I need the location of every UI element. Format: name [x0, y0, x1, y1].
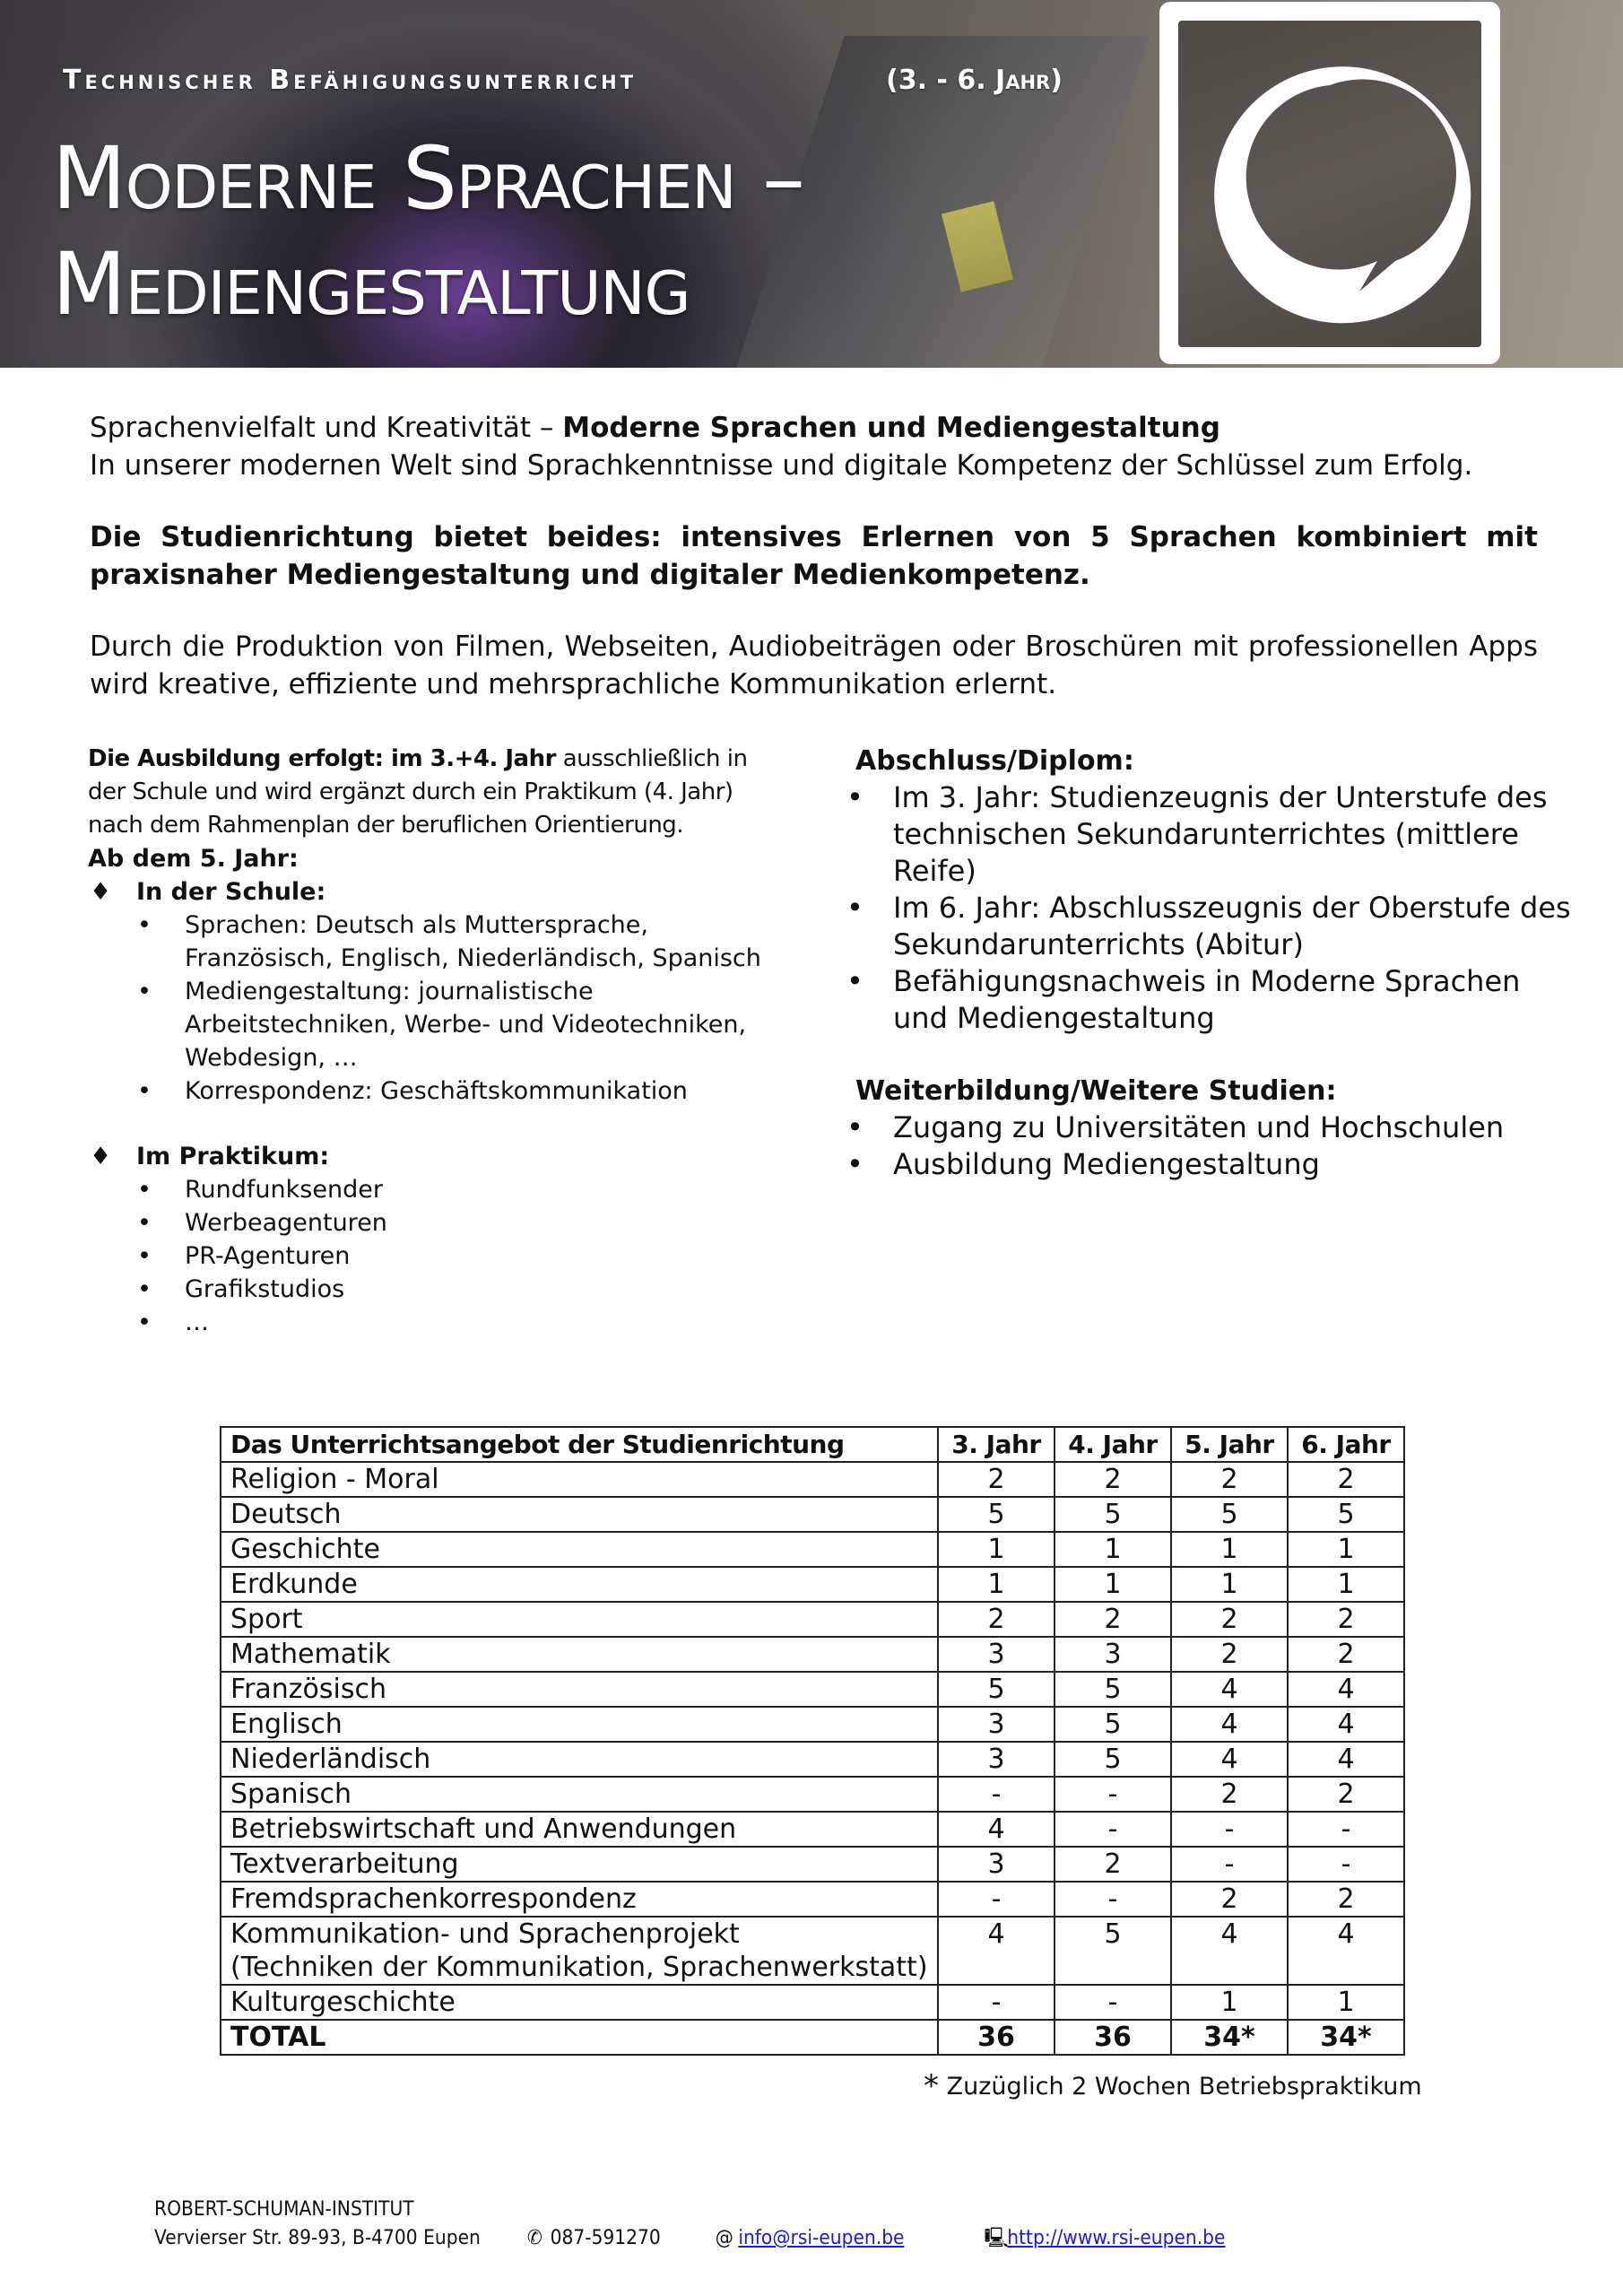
hours-cell: 5 [1055, 1497, 1171, 1532]
hours-cell: 1 [938, 1532, 1055, 1567]
subject-cell [221, 1777, 938, 1812]
internship-item: Werbeagenturen [185, 1209, 387, 1237]
hours-cell: - [938, 1985, 1055, 2020]
column-header-year-4: 4. Jahr [1055, 1427, 1171, 1462]
bullet-icon: • [846, 1147, 864, 1181]
subtitle-years: (3. - 6. Jahr) [886, 65, 1063, 96]
table-row [221, 1985, 1404, 2020]
hours-cell: - [1055, 1985, 1171, 2020]
diploma-item: Befähigungsnachweis in Moderne Sprachen und Mediengestaltung [893, 964, 1521, 1035]
subject-name: Sport [230, 1604, 303, 1635]
hours-cell: 2 [1171, 1462, 1288, 1497]
hours-cell: 1 [1171, 1567, 1288, 1602]
hours-cell: 2 [1288, 1462, 1404, 1497]
curriculum-table [220, 1426, 1405, 2056]
subject-cell [221, 1497, 938, 1532]
subject-name: Mathematik [230, 1639, 391, 1670]
school-item-languages: Sprachen: Deutsch als Muttersprache, Französisch, Englisch, Niederländisch, Spanisch [185, 911, 761, 972]
hours-cell: 5 [1055, 1707, 1171, 1742]
list-item [88, 975, 787, 1074]
intro-production: Durch die Produktion von Filmen, Webseiten, Audiobeiträgen oder Broschüren mit professionellen Apps wird kreative, effiziente und mehrsprachliche Kommunikation erlernt. [90, 631, 1538, 700]
diploma-heading: Abschluss/Diplom: [855, 745, 1134, 777]
subject-name: Erdkunde [230, 1569, 358, 1600]
total-cell: 34* [1288, 2020, 1404, 2055]
bullet-icon: • [846, 891, 864, 925]
hours-cell: 3 [1055, 1637, 1171, 1672]
subject-cell [221, 1882, 938, 1917]
subject-name: Geschichte [230, 1534, 380, 1565]
intro-highlight [90, 518, 1538, 594]
hours-cell: 4 [1288, 1742, 1404, 1777]
page-title [52, 126, 804, 337]
speech-bubble-icon [1178, 21, 1481, 347]
subject-subline: (Techniken der Kommunikation, Sprachenwerkstatt) [230, 1952, 928, 1983]
institute-name: ROBERT-SCHUMAN-INSTITUT [154, 2198, 414, 2221]
hours-cell: 2 [1171, 1637, 1288, 1672]
address: Vervierser Str. 89-93, B-4700 Eupen [154, 2227, 481, 2249]
email-icon: @ [715, 2227, 733, 2249]
diamond-bullet-icon: ♦ [90, 1143, 112, 1170]
header-subtitle [63, 65, 1063, 96]
hours-cell: 4 [1171, 1672, 1288, 1707]
hours-cell: 1 [1055, 1532, 1171, 1567]
phone-number: 087-591270 [550, 2227, 661, 2249]
table-body [221, 1462, 1404, 2055]
hours-cell: - [938, 1882, 1055, 1917]
diamond-bullet-icon: ♦ [90, 878, 112, 906]
list-item [846, 890, 1582, 963]
bullet-icon: • [137, 1209, 152, 1237]
subject-cell [221, 1602, 938, 1637]
subject-cell [221, 1917, 938, 1985]
hours-cell: - [1288, 1812, 1404, 1847]
title-line-2: Mediengestaltung [52, 234, 690, 335]
hours-cell: 4 [1171, 1742, 1288, 1777]
from-year-5-heading [88, 842, 787, 875]
subject-cell [221, 1812, 938, 1847]
subject-cell [221, 1672, 938, 1707]
total-cell: 36 [1055, 2020, 1171, 2055]
list-item [846, 963, 1582, 1037]
list-item [88, 1206, 787, 1239]
subject-cell [221, 1742, 938, 1777]
subject-cell [221, 1532, 938, 1567]
bullet-icon: • [137, 1176, 152, 1204]
subject-cell [221, 1462, 938, 1497]
hours-cell: 5 [938, 1497, 1055, 1532]
hours-cell: 4 [938, 1917, 1055, 1985]
hours-cell: 2 [1171, 1777, 1288, 1812]
hours-cell: 2 [1055, 1602, 1171, 1637]
hours-cell: 4 [1288, 1917, 1404, 1985]
footnote-star: * [924, 2068, 939, 2104]
hours-cell: 1 [1288, 1567, 1404, 1602]
diploma-item: Im 6. Jahr: Abschlusszeugnis der Oberstufe des Sekundarunterrichts (Abitur) [893, 891, 1571, 961]
list-item [88, 909, 787, 975]
bullet-icon: • [846, 1110, 864, 1144]
bullet-icon: • [137, 978, 152, 1005]
diploma-item: Im 3. Jahr: Studienzeugnis der Unterstufe des technischen Sekundarunterrichtes (mittlere Reife) [893, 780, 1548, 888]
header-banner [0, 0, 1623, 368]
list-item [846, 779, 1582, 890]
hours-cell: 5 [1288, 1497, 1404, 1532]
bullet-icon: • [846, 780, 864, 814]
intro-highlight-text: Die Studienrichtung bietet beides: intensives Erlernen von 5 Sprachen kombiniert mit praxisnaher Mediengestaltung und digitaler Medienkompetenz. [90, 521, 1538, 591]
hours-cell: 2 [1288, 1637, 1404, 1672]
further-studies-heading: Weiterbildung/Weitere Studien: [855, 1075, 1337, 1107]
hours-cell: 4 [1288, 1707, 1404, 1742]
internship-item: Grafikstudios [185, 1275, 345, 1303]
total-cell: 34* [1171, 2020, 1288, 2055]
hours-cell: 2 [1055, 1462, 1171, 1497]
list-item [88, 1239, 787, 1273]
subject-cell [221, 1707, 938, 1742]
hours-cell: - [1055, 1777, 1171, 1812]
email-link[interactable]: info@rsi-eupen.be [738, 2227, 905, 2249]
table-row [221, 1532, 1404, 1567]
subject-name: Religion - Moral [230, 1464, 439, 1495]
logo-inner [1178, 21, 1481, 347]
total-label: TOTAL [221, 2020, 938, 2055]
subject-name: Niederländisch [230, 1744, 431, 1775]
hours-cell: 3 [938, 1707, 1055, 1742]
subject-name: Fremdsprachenkorrespondenz [230, 1883, 637, 1915]
hours-cell: - [1171, 1847, 1288, 1882]
table-header-row [221, 1427, 1404, 1462]
subject-name: Betriebswirtschaft und Anwendungen [230, 1813, 737, 1845]
intro-tagline-bold: Moderne Sprachen und Mediengestaltung [562, 412, 1220, 444]
logo [1159, 2, 1500, 364]
total-cell: 36 [938, 2020, 1055, 2055]
bullet-icon: • [846, 964, 864, 998]
subject-cell [221, 1985, 938, 2020]
table-row [221, 1882, 1404, 1917]
hours-cell: 4 [1171, 1917, 1288, 1985]
bullet-icon: • [137, 1309, 152, 1336]
hours-cell: 2 [1288, 1602, 1404, 1637]
training-text: ausschließlich in der Schule und wird ergänzt durch ein Praktikum (4. Jahr) nach dem Rahmenplan der beruflichen Orientierung. [88, 745, 748, 839]
hours-cell: 2 [1171, 1882, 1288, 1917]
hours-cell: 4 [938, 1812, 1055, 1847]
hours-cell: 3 [938, 1742, 1055, 1777]
hours-cell: - [1288, 1847, 1404, 1882]
hours-cell: 1 [1171, 1532, 1288, 1567]
table-row [221, 1462, 1404, 1497]
hours-cell: 5 [1055, 1742, 1171, 1777]
website-link[interactable]: http://www.rsi-eupen.be [1007, 2227, 1226, 2249]
hours-cell: - [1055, 1812, 1171, 1847]
subject-cell [221, 1847, 938, 1882]
intro-section [90, 409, 1538, 703]
hours-cell: 5 [1055, 1672, 1171, 1707]
column-header-subject: Das Unterrichtsangebot der Studienrichtung [221, 1427, 938, 1462]
phone-icon: ✆ [526, 2227, 542, 2249]
intro-tagline: Sprachenvielfalt und Kreativität – [90, 412, 563, 444]
subject-name: Französisch [230, 1674, 387, 1705]
bullet-icon: • [137, 1242, 152, 1270]
hours-cell: 1 [1055, 1567, 1171, 1602]
hours-cell: 4 [1171, 1707, 1288, 1742]
list-item [88, 1173, 787, 1206]
computer-icon: 🖳 [984, 2227, 1009, 2249]
hours-cell: 2 [1288, 1882, 1404, 1917]
hours-cell: 1 [1288, 1532, 1404, 1567]
title-line-1: Moderne Sprachen – [52, 128, 804, 229]
intro-line-1 [90, 409, 1538, 447]
hours-cell: 2 [938, 1602, 1055, 1637]
hours-cell: 2 [1171, 1602, 1288, 1637]
table-row [221, 1847, 1404, 1882]
bullet-icon: • [137, 1077, 152, 1105]
hours-cell: 3 [938, 1637, 1055, 1672]
hours-cell: 1 [938, 1567, 1055, 1602]
subject-name: Textverarbeitung [230, 1848, 459, 1880]
from-year-5-label: Ab dem 5. Jahr: [88, 845, 299, 873]
hours-cell: 4 [1288, 1672, 1404, 1707]
list-item [846, 1109, 1582, 1146]
hours-cell: 2 [938, 1462, 1055, 1497]
diploma-section [846, 743, 1582, 1183]
hours-cell: - [1055, 1882, 1171, 1917]
table-row [221, 1637, 1404, 1672]
further-item: Zugang zu Universitäten und Hochschulen [893, 1110, 1505, 1144]
hours-cell: 5 [1171, 1497, 1288, 1532]
table-row [221, 1917, 1404, 1985]
school-heading [88, 875, 787, 909]
subject-name: Englisch [230, 1709, 343, 1740]
hours-cell: 5 [1055, 1917, 1171, 1985]
internship-heading [88, 1140, 787, 1173]
column-header-year-3: 3. Jahr [938, 1427, 1055, 1462]
hours-cell: 1 [1288, 1985, 1404, 2020]
hours-cell: 5 [938, 1672, 1055, 1707]
training-section [88, 743, 787, 1339]
table-footnote [924, 2068, 1422, 2104]
hours-cell: - [1171, 1812, 1288, 1847]
table-row [221, 1777, 1404, 1812]
further-item: Ausbildung Mediengestaltung [893, 1147, 1320, 1181]
hours-cell: 2 [1055, 1847, 1171, 1882]
subtitle-text: Technischer Befähigungsunterricht [63, 65, 638, 96]
subject-cell [221, 1567, 938, 1602]
school-item-correspondence: Korrespondenz: Geschäftskommunikation [185, 1077, 688, 1105]
subject-name: Kommunikation- und Sprachenprojekt [230, 1918, 740, 1950]
table-row [221, 1707, 1404, 1742]
internship-item: PR-Agenturen [185, 1242, 351, 1270]
table-row [221, 1672, 1404, 1707]
list-item [846, 1146, 1582, 1183]
table-row [221, 1742, 1404, 1777]
table-row [221, 1602, 1404, 1637]
list-item [88, 1074, 787, 1108]
list-item [88, 1306, 787, 1339]
hours-cell: 1 [1171, 1985, 1288, 2020]
table-row [221, 1567, 1404, 1602]
internship-item: … [185, 1309, 209, 1336]
school-item-media: Mediengestaltung: journalistische Arbeitstechniken, Werbe- und Videotechniken, Webdesign, … [185, 978, 747, 1072]
hours-cell: - [938, 1777, 1055, 1812]
subject-cell [221, 1637, 938, 1672]
column-header-year-6: 6. Jahr [1288, 1427, 1404, 1462]
intro-line-2: In unserer modernen Welt sind Sprachkenntnisse und digitale Kompetenz der Schlüssel zum Erfolg. [90, 449, 1473, 482]
hours-cell: 3 [938, 1847, 1055, 1882]
subject-name: Kulturgeschichte [230, 1987, 456, 2018]
subject-name: Deutsch [230, 1499, 342, 1530]
footnote-text: Zuzüglich 2 Wochen Betriebspraktikum [946, 2073, 1422, 2100]
list-item [88, 1273, 787, 1306]
hours-cell: 2 [1288, 1777, 1404, 1812]
internship-heading-text: Im Praktikum: [136, 1143, 330, 1170]
training-description [88, 743, 787, 842]
column-header-year-5: 5. Jahr [1171, 1427, 1288, 1462]
table-row [221, 1812, 1404, 1847]
bullet-icon: • [137, 911, 152, 939]
table-total-row [221, 2020, 1404, 2055]
subject-name: Spanisch [230, 1779, 352, 1810]
bullet-icon: • [137, 1275, 152, 1303]
internship-item: Rundfunksender [185, 1176, 383, 1204]
table-row [221, 1497, 1404, 1532]
training-label: Die Ausbildung erfolgt: im 3.+4. Jahr [88, 745, 556, 772]
school-heading-text: In der Schule: [136, 878, 326, 906]
